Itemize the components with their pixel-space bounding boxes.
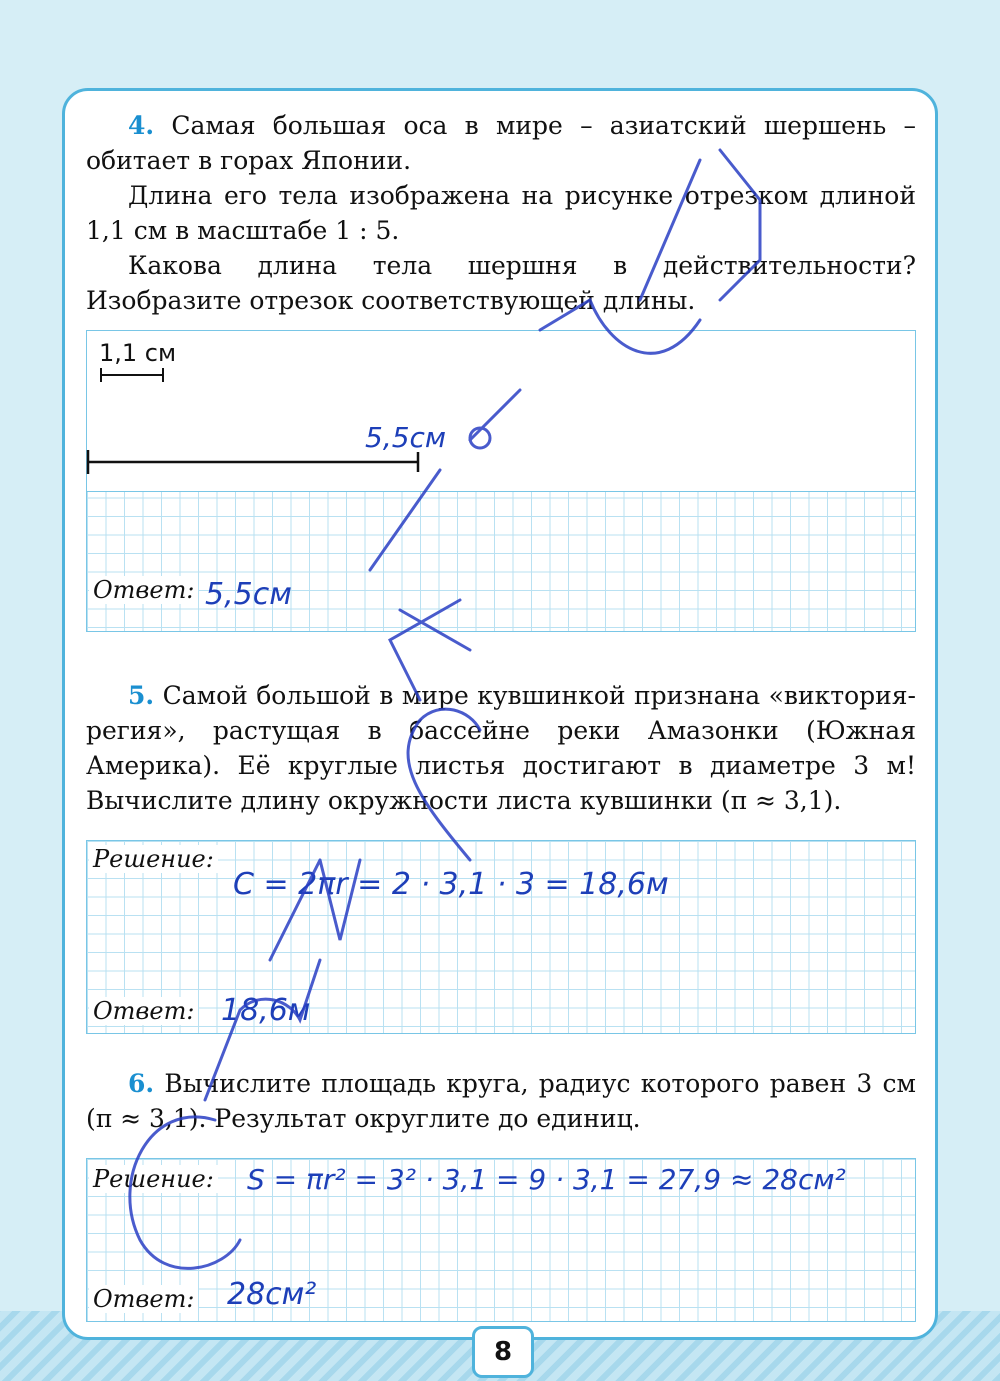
task-6-grid xyxy=(86,1158,916,1322)
task-4-grid xyxy=(86,330,916,632)
answer-label: Ответ: xyxy=(89,997,198,1025)
task-4-text-2: Длина его тела изображена на рисунке отрезком длиной 1,1 см в масштабе 1 : 5. xyxy=(86,181,916,245)
answer-label: Ответ: xyxy=(89,576,198,604)
task-number: 5. xyxy=(128,681,155,710)
task-6-solution: S = πr² = 3² · 3,1 = 9 · 3,1 = 27,9 ≈ 28см² xyxy=(247,1163,846,1196)
task-number: 6. xyxy=(128,1069,155,1098)
task-6-text: Вычислите площадь круга, радиус которого равен 3 см (π ≈ 3,1). Результат округлите до единиц. xyxy=(86,1069,916,1133)
answer-label: Ответ: xyxy=(89,1285,198,1313)
task-number: 4. xyxy=(128,111,155,140)
task-4-answer: 5,5см xyxy=(205,577,292,612)
page-number: 8 xyxy=(472,1326,534,1378)
task-6-answer: 28см² xyxy=(227,1277,317,1312)
solution-label: Решение: xyxy=(89,1165,218,1193)
task-4-text-3: Какова длина тела шершня в действительности? Изобразите отрезок соответствующей длины. xyxy=(86,251,916,315)
task-5-grid xyxy=(86,840,916,1034)
drawn-segment-label: 5,5см xyxy=(365,421,447,454)
task-5 xyxy=(86,678,916,818)
task-5-solution: C = 2πr = 2 · 3,1 · 3 = 18,6м xyxy=(233,867,669,902)
segment-label: 1,1 см xyxy=(99,339,177,367)
task-5-text: Самой большой в мире кувшинкой признана «виктория-регия», растущая в бассейне реки Амазонки (Южная Америка). Её круглые листья достигают в диаметре 3 м! Вычислите длину окружности листа кувшинки (π ≈ 3,1). xyxy=(86,681,916,815)
task-6 xyxy=(86,1066,916,1136)
task-5-answer: 18,6м xyxy=(221,993,311,1028)
task-4-text-1: Самая большая оса в мире – азиатский шершень – обитает в горах Японии. xyxy=(86,111,916,175)
figure-box xyxy=(87,331,915,492)
solution-label: Решение: xyxy=(89,845,218,873)
task-4 xyxy=(86,108,916,318)
